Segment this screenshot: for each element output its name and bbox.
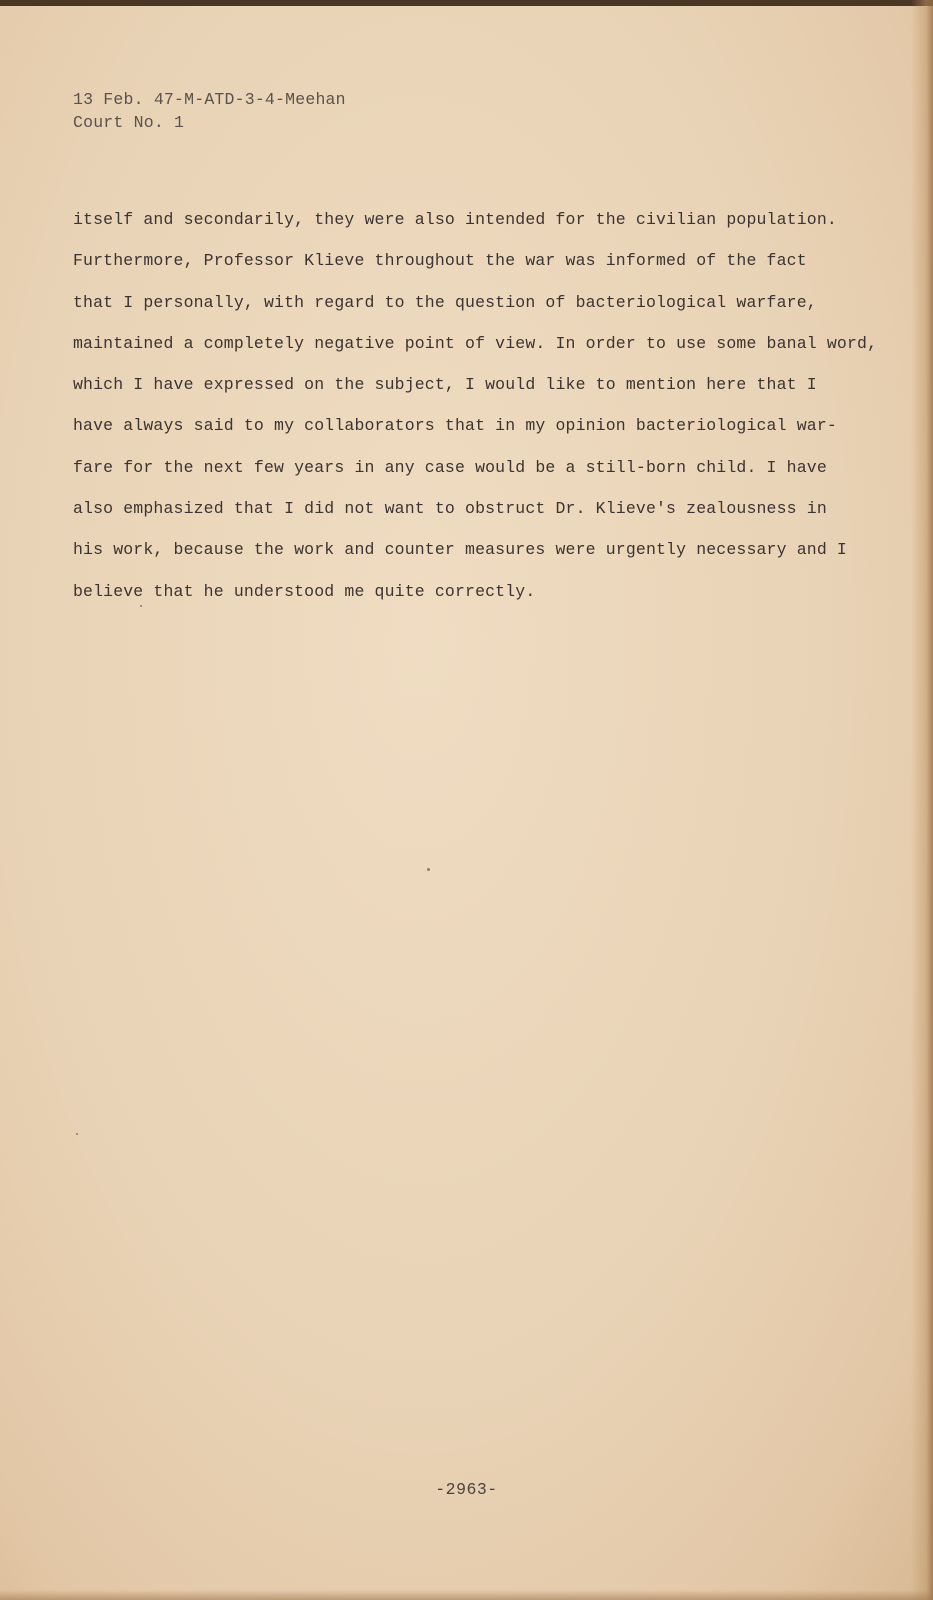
body-line: Furthermore, Professor Klieve throughout the war was informed of the fact — [73, 251, 807, 271]
scan-top-edge — [0, 0, 933, 6]
body-line: which I have expressed on the subject, I would like to mention here that I — [73, 375, 817, 395]
page-number: -2963- — [435, 1480, 498, 1499]
body-line: believe that he understood me quite correctly. — [73, 581, 536, 601]
body-line: have always said to my collaborators that in my opinion bacteriological war- — [73, 416, 837, 436]
header-reference: 13 Feb. 47-M-ATD-3-4-Meehan — [73, 90, 346, 109]
body-line: that I personally, with regard to the question of bacteriological warfare, — [73, 292, 817, 312]
document-header — [73, 88, 346, 134]
body-line: his work, because the work and counter measures were urgently necessary and I — [73, 540, 847, 560]
paper-speck — [140, 605, 142, 607]
body-line: maintained a completely negative point of view. In order to use some banal word, — [73, 333, 878, 353]
body-line: also emphasized that I did not want to obstruct Dr. Klieve's zealousness in — [73, 499, 827, 519]
body-line: itself and secondarily, they were also intended for the civilian population. — [73, 210, 837, 229]
scan-right-edge — [911, 0, 933, 1600]
paper-speck — [76, 1133, 78, 1135]
paper-speck — [427, 868, 430, 871]
scan-bottom-edge — [0, 1590, 933, 1600]
header-court: Court No. 1 — [73, 113, 185, 132]
transcript-body — [73, 199, 903, 612]
body-line: fare for the next few years in any case would be a still-born child. I have — [73, 457, 827, 477]
